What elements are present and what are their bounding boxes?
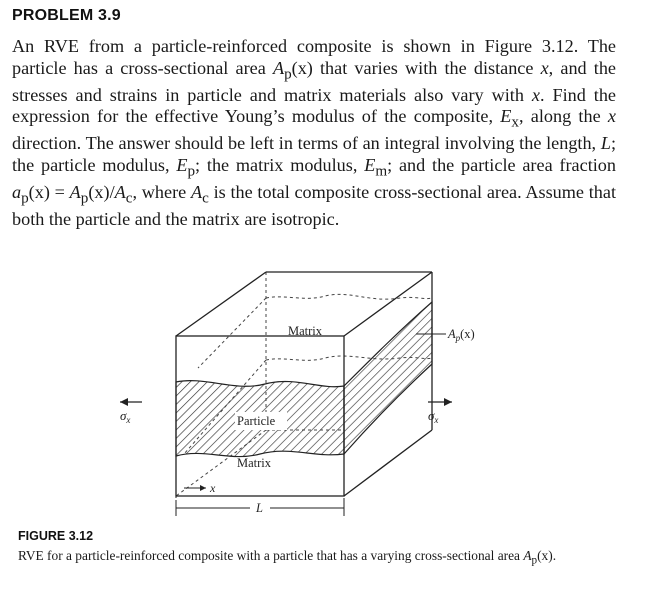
statement-part: , along the <box>518 106 608 127</box>
statement-part: An RVE from a particle-reinforced composite is shown in Figure 3.12. The particle has a cross-sectional area <box>12 36 616 78</box>
math-var: E <box>364 154 376 175</box>
math-var: A <box>190 181 203 202</box>
left-stress-arrow <box>120 398 142 425</box>
math-subscript: c <box>202 189 209 207</box>
statement-part: ; the particle modulus, <box>12 133 616 175</box>
caption-end: . <box>552 548 557 563</box>
particle-label: Particle <box>237 414 276 428</box>
particle-side <box>344 302 432 454</box>
right-sigma-sub: x <box>434 415 439 425</box>
math-var: E <box>176 154 188 175</box>
statement-part: , and the stresses and strains in particle and matrix materials also vary with <box>12 57 616 105</box>
math-subscript: p <box>187 162 196 180</box>
matrix-bottom-label: Matrix <box>237 456 272 470</box>
right-stress-arrow <box>428 398 452 425</box>
statement-part: direction. The answer should be left in terms of an integral involving the length, <box>12 133 601 154</box>
math-var: x <box>531 84 540 105</box>
math-var: A <box>114 181 126 202</box>
statement-part: is the total composite cross-sectional area. Assume that both the particle and the matrix are isotropic. <box>12 181 616 230</box>
rve-diagram <box>110 258 540 520</box>
math-arg: (x) <box>291 57 313 78</box>
math-var: A <box>272 57 285 78</box>
math-subscript: x <box>511 113 519 131</box>
problem-statement <box>12 36 616 231</box>
rve-figure <box>110 258 540 520</box>
area-label <box>447 327 475 343</box>
math-subscript: m <box>375 162 388 180</box>
matrix-top-label: Matrix <box>288 324 323 338</box>
caption-text: RVE for a particle-reinforced composite with a particle that has a varying cross-sectional area <box>18 548 524 563</box>
math-var: x <box>607 106 616 127</box>
left-sigma: σ <box>120 408 127 423</box>
caption-sub: p <box>531 554 538 567</box>
statement-part: ; the matrix modulus, <box>195 154 365 175</box>
figure-caption <box>18 548 608 569</box>
problem-heading: PROBLEM 3.9 <box>12 7 121 24</box>
length-label: L <box>256 501 263 515</box>
right-arrow-head <box>444 398 452 406</box>
math-var: A <box>69 181 81 202</box>
math-var: x <box>540 57 549 78</box>
caption-var: A <box>523 548 532 563</box>
math-arg: (x) <box>88 181 110 202</box>
left-sigma-sub: x <box>126 415 131 425</box>
math-var: L <box>600 133 611 154</box>
axis-head <box>200 485 206 491</box>
caption-arg: (x) <box>537 548 553 563</box>
right-sigma-label <box>428 408 438 425</box>
math-arg: (x) <box>28 181 50 202</box>
math-subscript: p <box>80 189 89 207</box>
math-subscript: c <box>125 189 133 207</box>
area-A: A <box>448 327 456 341</box>
math-subscript: p <box>21 189 29 207</box>
statement-part: that varies with the distance <box>312 57 541 78</box>
left-sigma-label <box>120 408 130 425</box>
area-sub: p <box>455 333 461 343</box>
axis-x-label: x <box>210 481 216 495</box>
math-var: E <box>500 106 512 127</box>
statement-part: , where <box>132 181 191 202</box>
statement-part: . Find the expression for the effective Young’s modulus of the composite, <box>12 84 617 127</box>
math-slash: / <box>109 181 115 202</box>
statement-part: ; and the particle area fraction <box>387 154 616 175</box>
figure-label: FIGURE 3.12 <box>18 529 94 543</box>
left-arrow-head <box>120 398 128 406</box>
area-x: (x) <box>460 327 475 341</box>
math-subscript: p <box>284 65 292 83</box>
math-equals: = <box>49 181 70 202</box>
right-sigma: σ <box>428 408 435 423</box>
math-var: a <box>12 181 22 202</box>
